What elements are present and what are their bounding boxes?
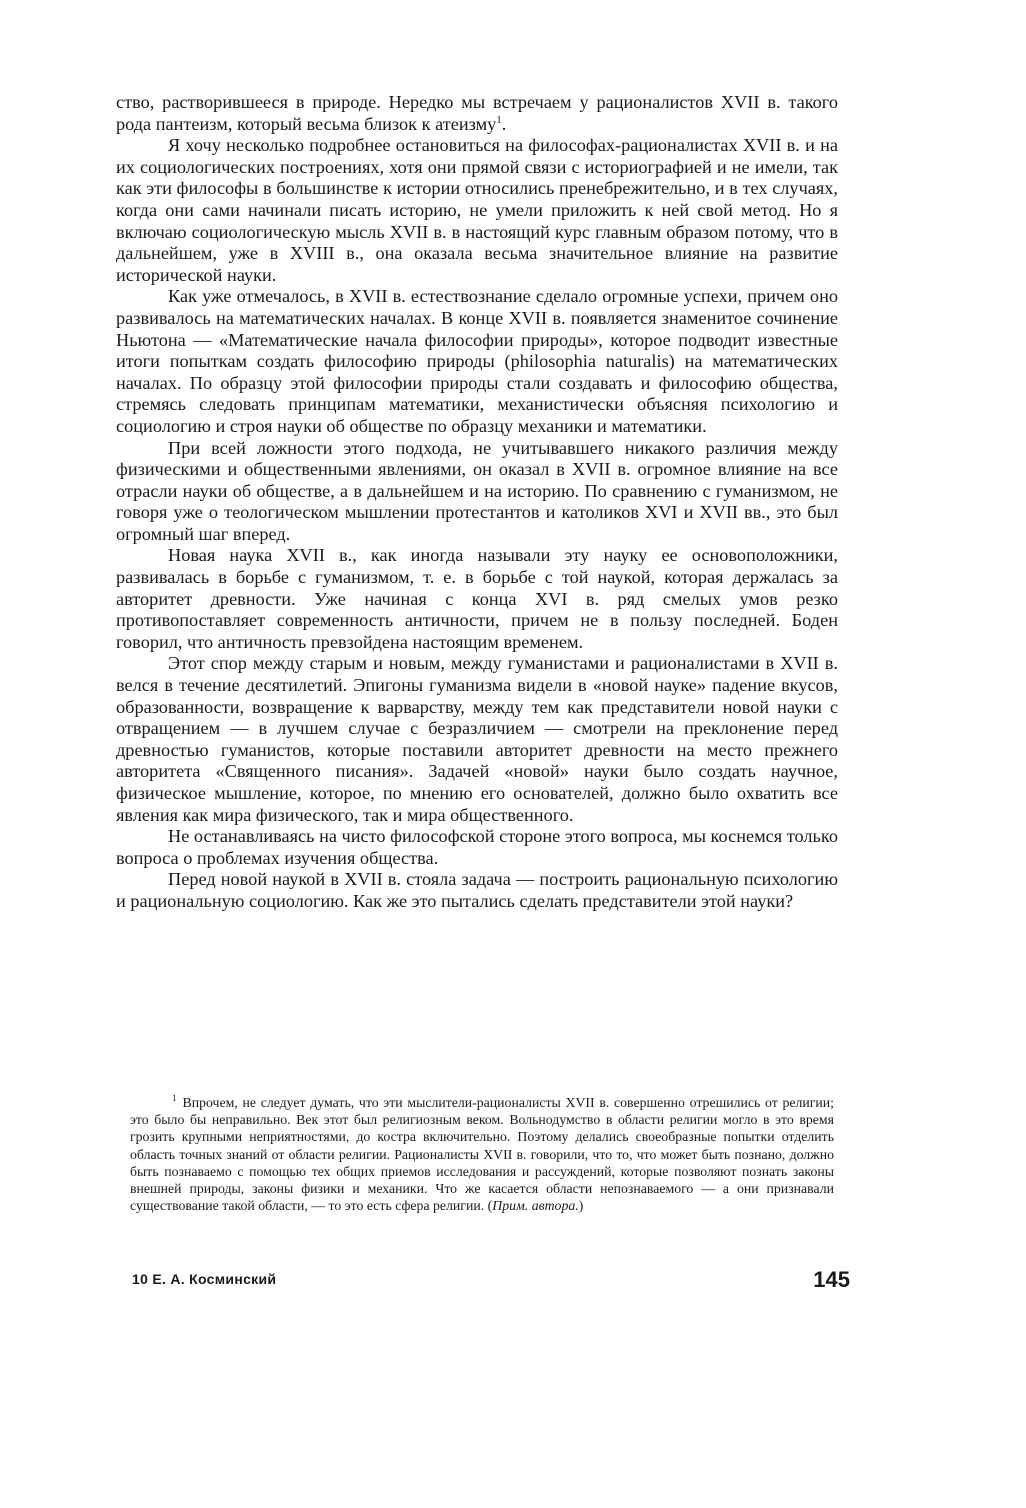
footnote-section — [130, 1094, 834, 1214]
paragraph-8: Перед новой наукой в XVII в. стояла задача — построить рациональную психологию и рациональную социологию. Как же это пытались сделать представители этой науки? — [116, 869, 838, 911]
main-text — [116, 92, 838, 913]
paragraph-1 — [116, 92, 838, 135]
paragraph-tail: . — [501, 113, 507, 134]
footnote — [130, 1094, 834, 1214]
paragraph-2: Я хочу несколько подробнее остановиться на философах-рационалистах XVII в. и на их социологических построениях, хотя они прямой связи с историографией и не имели, так как эти философы в большинстве к истории относились пренебрежительно, и в тех случаях, когда они сами начинали писать историю, не умели приложить к ней свой метод. Но я включаю социологическую мысль XVII в. в настоящий курс главным образом потому, что в дальнейшем, уже в XVIII в., она оказала весьма значительное влияние на развитие исторической науки. — [116, 135, 838, 285]
paragraph-5: Новая наука XVII в., как иногда называли эту науку ее основоположники, развивалась в борьбе с гуманизмом, т. е. в борьбе с той наукой, которая держалась за авторитет древности. Уже начиная с конца XVI в. ряд смелых умов резко противопоставляет современность античности, причем не в пользу последней. Боден говорил, что античность превзойдена настоящим временем. — [116, 545, 838, 652]
paragraph-text: ство, растворившееся в природе. Нередко мы встречаем у рационалистов XVII в. такого рода пантеизм, который весьма близок к атеизму — [116, 92, 838, 134]
page-number: 145 — [813, 1267, 850, 1292]
paragraph-3: Как уже отмечалось, в XVII в. естествознание сделало огромные успехи, причем оно развивалось на математических началах. В конце XVII в. появляется знаменитое сочинение Ньютона — «Математические начала философии природы», которое подводит известные итоги попыткам создать философию природы (philosophia naturalis) на математических началах. По образцу этой философии природы стали создавать и философию общества, стремясь следовать принципам математики, механистически объясняя психологию и социологию и строя науки об обществе по образцу механики и математики. — [116, 286, 838, 436]
paragraph-6: Этот спор между старым и новым, между гуманистами и рационалистами в XVII в. велся в течение десятилетий. Эпигоны гуманизма видели в «новой науке» падение вкусов, образованности, возвращение к варварству, между тем как представители новой науки с отвращением — в лучшем случае с безразличием — смотрели на преклонение перед древностью гуманистов, которые поставили авторитет древности на место прежнего авторитета «Священного писания». Задачей «новой» науки было создать научное, физическое мышление, которое, по мнению его основателей, должно было охватить все явления как мира физического, так и мира общественного. — [116, 653, 838, 825]
footnote-marker: 1 — [172, 1093, 177, 1104]
paragraph-4: При всей ложности этого подхода, не учитывавшего никакого различия между физическими и общественными явлениями, он оказал в XVII в. огромное влияние на все отрасли науки об обществе, а в дальнейшем и на историю. По сравнению с гуманизмом, не говоря уже о теологическом мышлении протестантов и католиков XVI и XVII вв., это был огромный шаг вперед. — [116, 437, 838, 544]
footnote-text: Впрочем, не следует думать, что эти мыслители-рационалисты XVII в. совершенно отрешились от религии; это было бы неправильно. Век этот был религиозным веком. Вольнодумство в области религии могло в это время грозить крупными неприятностями, до костра включительно. Поэтому делались своеобразные попытки отделить область точных знаний от области религии. Рационалисты XVII в. говорили, что то, что может быть познано, должно быть познаваемо с помощью тех общих приемов исследования и рассуждений, которые позволяют познать законы внешней природы, законы физики и механики. Что же касается области непознаваемого — а они признавали существование такой области, — то это есть сфера религии. ( — [130, 1095, 834, 1214]
footnote-ref: 1 — [496, 113, 502, 126]
footnote-close: ) — [578, 1198, 584, 1214]
paragraph-7: Не останавливаясь на чисто философской стороне этого вопроса, мы коснемся только вопроса о проблемах изучения общества. — [116, 826, 838, 868]
printer-signature: 10 Е. А. Косминский — [132, 1271, 277, 1287]
page-footer — [132, 1267, 850, 1297]
footnote-author-note: Прим. автора. — [492, 1198, 579, 1214]
